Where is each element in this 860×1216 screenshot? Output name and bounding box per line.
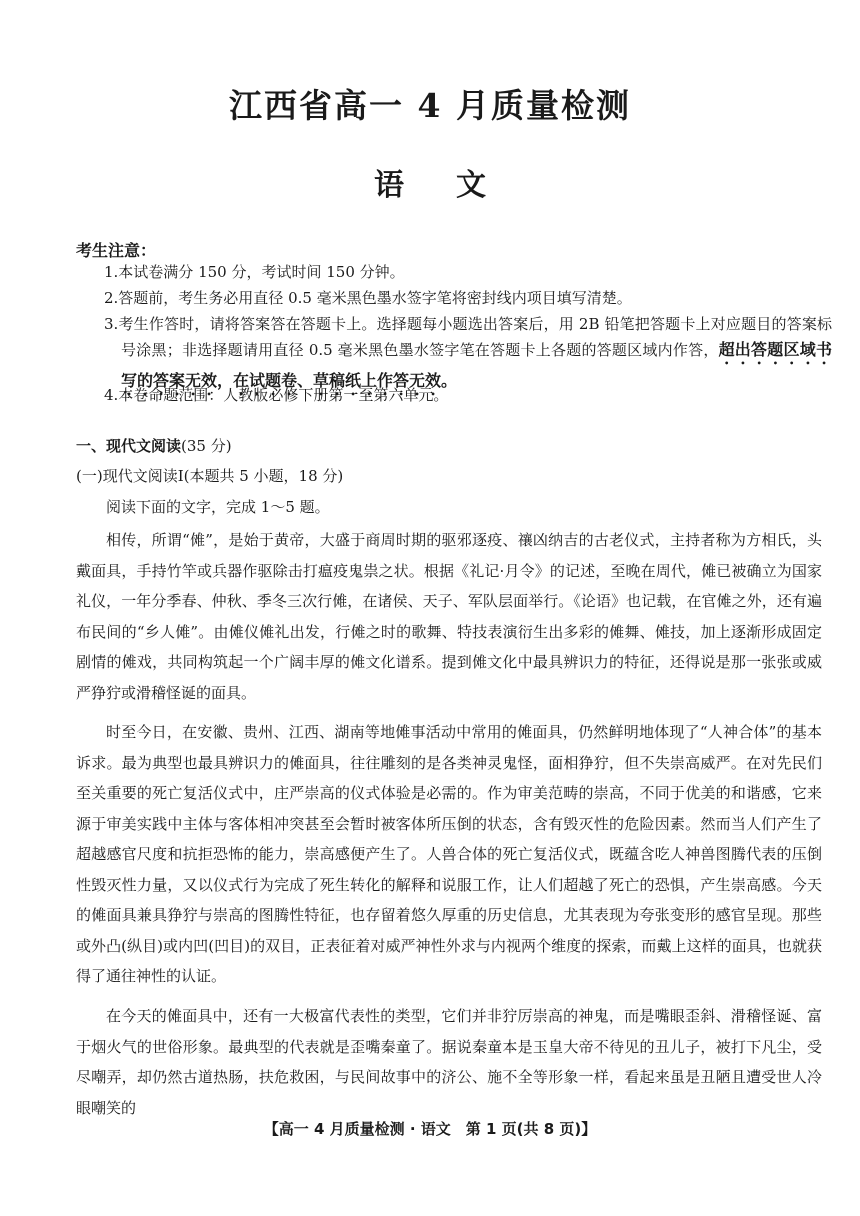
notice-item-1 xyxy=(104,259,832,285)
subject-title: 语文 xyxy=(374,168,538,203)
notice-item-2-text: 2.答题前，考生务必用直径 0.5 毫米黑色墨水签字笔将密封线内项目填写清楚。 xyxy=(104,289,632,307)
passage-paragraph-2: 时至今日，在安徽、贵州、江西、湖南等地傩事活动中常用的傩面具，仍然鲜明地体现了“人神合体”的基本诉求。最为典型也最具辨识力的傩面具，往往雕刻的是各类神灵鬼怪，面相狰狞，但不失崇高威严。在对先民们至关重要的死亡复活仪式中，庄严崇高的仪式体验是必需的。作为审美范畴的崇高，不同于优美的和谐感，它来源于审美实践中主体与客体相冲突甚至会暂时被客体所压倒的状态，含有毁灭性的危险因素。然而当人们产生了超越感官尺度和抗拒恐怖的能力，崇高感便产生了。人兽合体的死亡复活仪式，既蕴含吃人神兽图腾代表的压倒性毁灭性力量，又以仪式行为完成了死生转化的解释和说服工作，让人们超越了死亡的恐惧，产生崇高感。今天的傩面具兼具狰狞与崇高的图腾性特征，也存留着悠久厚重的历史信息，尤其表现为夸张变形的感官呈现。那些或外凸(纵目)或内凹(凹目)的双目，正表征着对威严神性外求与内视两个维度的探索，而戴上这样的面具，也就获得了通往神性的认证。 xyxy=(76,723,822,985)
passage-paragraph-3: 在今天的傩面具中，还有一大极富代表性的类型，它们并非狞厉崇高的神鬼，而是嘴眼歪斜、滑稽怪诞、富于烟火气的世俗形象。最典型的代表就是歪嘴秦童了。据说秦童本是玉皇大帝不待见的丑儿子，被打下凡尘，受尽嘲弄，却仍然古道热肠，扶危救困，与民间故事中的济公、施不全等形象一样，看起来虽是丑陋且遭受世人冷眼嘲笑的 xyxy=(76,1007,822,1117)
exam-title: 江西省高一 4 月质量检测 xyxy=(229,86,631,125)
notice-item-2 xyxy=(104,285,832,311)
page-footer: 【高一 4 月质量检测 · 语文 第 1 页(共 8 页)】 xyxy=(263,1120,597,1138)
passage-paragraph-1: 相传，所谓“傩”，是始于黄帝，大盛于商周时期的驱邪逐疫、禳凶纳吉的古老仪式，主持者称为方相氏，头戴面具，手持竹竿或兵器作驱除击打瘟疫鬼祟之状。根据《礼记·月令》的记述，至晚在周代，傩已被确立为国家礼仪，一年分季春、仲秋、季冬三次行傩，在诸侯、天子、军队层面举行。《论语》也记载，在官傩之外，还有遍布民间的“乡人傩”。由傩仪傩礼出发，行傩之时的歌舞、特技表演衍生出多彩的傩舞、傩技，加上逐渐形成固定剧情的傩戏，共同构筑起一个广阔丰厚的傩文化谱系。提到傩文化中最具辨识力的特征，还得说是那一张张或威严狰狞或滑稽怪诞的面具。 xyxy=(76,531,822,702)
section-heading-score: (35 分) xyxy=(181,437,232,455)
subsection-heading: (一)现代文阅读Ⅰ(本题共 5 小题，18 分) xyxy=(76,467,344,485)
notice-item-1-text: 1.本试卷满分 150 分，考试时间 150 分钟。 xyxy=(104,263,405,281)
notice-item-4 xyxy=(104,382,832,408)
notice-item-3-plain: 3.考生作答时，请将答案答在答题卡上。选择题每小题选出答案后，用 2B 铅笔把答题卡上对应题目的答案标号涂黑；非选择题请用直径 0.5 毫米黑色墨水签字笔在答题卡上各题的答题区域内作答， xyxy=(104,315,832,359)
notice-item-4-text: 4.本卷命题范围：人教版必修下册第一至第六单元。 xyxy=(104,386,449,404)
section-heading xyxy=(76,435,232,456)
notice-item-3-emphasis: 超出答题区域书写的答案无效，在试题卷、草稿纸上作答无效。 xyxy=(121,340,832,390)
section-heading-title: 一、现代文阅读 xyxy=(76,437,182,455)
reading-instruction: 阅读下面的文字，完成 1～5 题。 xyxy=(106,498,330,516)
notice-heading: 考生注意： xyxy=(76,241,157,260)
